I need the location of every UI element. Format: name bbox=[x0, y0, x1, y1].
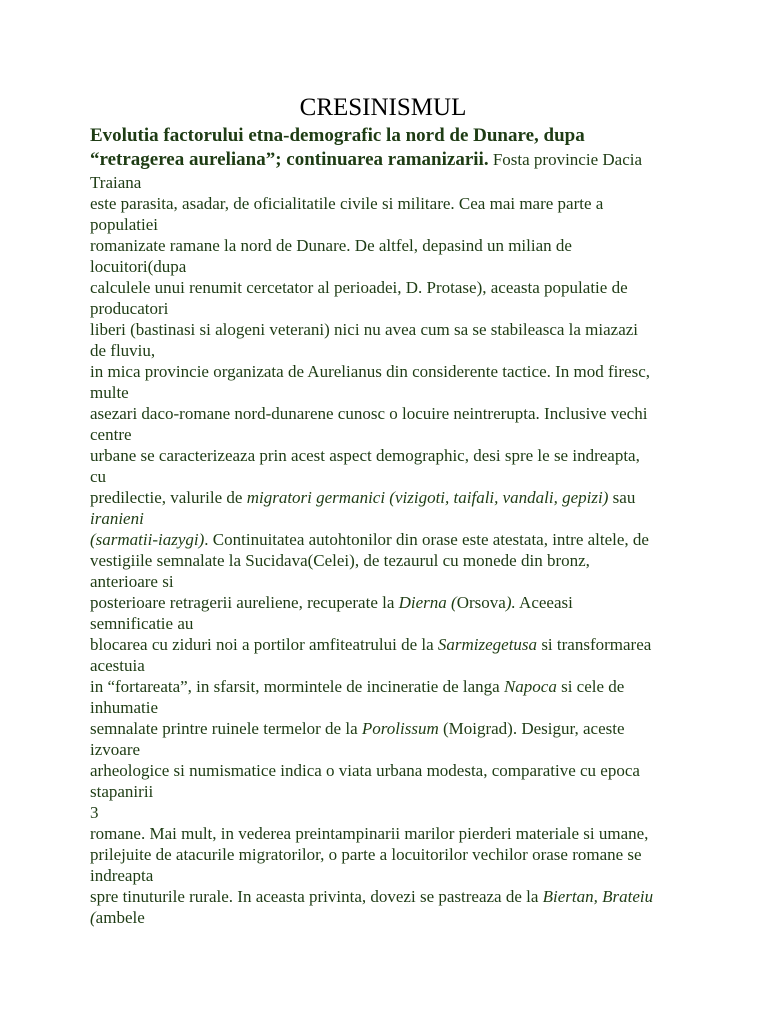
text-line bbox=[90, 550, 676, 571]
text-segment: romanizate ramane la nord de Dunare. De altfel, depasind un milian de bbox=[90, 236, 572, 255]
text-line bbox=[90, 466, 676, 487]
text-line bbox=[90, 403, 676, 424]
text-line bbox=[90, 907, 676, 928]
text-segment: in mica provincie organizata de Aurelianus din considerente tactice. In mod firesc, bbox=[90, 362, 651, 381]
italic-text: migratori germanici (vizigoti, taifali, vandali, gepizi) bbox=[246, 488, 609, 507]
text-segment: in “fortareata”, in sfarsit, mormintele de incineratie de langa bbox=[90, 677, 504, 696]
text-line bbox=[90, 697, 676, 718]
text-line bbox=[90, 571, 676, 592]
text-segment: Aceeasi bbox=[515, 593, 573, 612]
text-segment: stapanirii bbox=[90, 782, 154, 801]
heading-line-2 bbox=[90, 148, 676, 172]
text-segment: anterioare si bbox=[90, 572, 174, 591]
text-segment: spre tinuturile rurale. In aceasta privinta, dovezi se pastreaza de la bbox=[90, 887, 543, 906]
text-line bbox=[90, 172, 676, 193]
text-segment: semnificatie au bbox=[90, 614, 194, 633]
text-segment: si transformarea bbox=[537, 635, 652, 654]
italic-text: ). bbox=[505, 593, 516, 612]
text-line bbox=[90, 487, 676, 508]
text-line bbox=[90, 760, 676, 781]
text-segment: centre bbox=[90, 425, 132, 444]
text-line bbox=[90, 634, 676, 655]
text-segment: liberi (bastinasi si alogeni veterani) nici nu avea cum sa se stabileasca la miazazi bbox=[90, 320, 639, 339]
text-line bbox=[90, 445, 676, 466]
text-line bbox=[90, 214, 676, 235]
text-segment: ambele bbox=[95, 908, 145, 927]
text-line bbox=[90, 739, 676, 760]
text-segment: sau bbox=[608, 488, 636, 507]
text-segment: semnalate printre ruinele termelor de la bbox=[90, 719, 362, 738]
text-line bbox=[90, 298, 676, 319]
heading-rest: Fosta provincie Dacia bbox=[488, 150, 643, 169]
document-title: CRESINISMUL bbox=[299, 94, 467, 121]
text-segment: populatiei bbox=[90, 215, 158, 234]
italic-text: Napoca bbox=[503, 677, 557, 696]
text-line bbox=[90, 592, 676, 613]
text-line bbox=[90, 781, 676, 802]
italic-text: Sarmizegetusa bbox=[437, 635, 538, 654]
text-segment: locuitori(dupa bbox=[90, 257, 187, 276]
text-line bbox=[90, 844, 676, 865]
document-body bbox=[90, 172, 676, 928]
text-segment: multe bbox=[90, 383, 129, 402]
text-line bbox=[90, 382, 676, 403]
text-line bbox=[90, 319, 676, 340]
text-segment: cu bbox=[90, 467, 107, 486]
text-line bbox=[90, 718, 676, 739]
text-segment: posterioare retragerii aureliene, recuperate la bbox=[90, 593, 399, 612]
heading-line-1: Evolutia factorului etna-demografic la nord de Dunare, dupa bbox=[90, 125, 585, 146]
section-heading bbox=[90, 124, 676, 172]
text-segment: este parasita, asadar, de oficialitatile civile si militare. Cea mai mare parte a bbox=[90, 194, 604, 213]
italic-text: (sarmatii-iazygi) bbox=[90, 530, 205, 549]
text-segment: acestuia bbox=[90, 656, 145, 675]
text-line bbox=[90, 865, 676, 886]
italic-text: Dierna ( bbox=[398, 593, 457, 612]
text-line bbox=[90, 655, 676, 676]
document-page bbox=[90, 92, 676, 928]
text-line bbox=[90, 277, 676, 298]
text-line bbox=[90, 613, 676, 634]
text-line bbox=[90, 802, 676, 823]
text-line bbox=[90, 676, 676, 697]
text-segment: si cele de bbox=[556, 677, 625, 696]
text-line bbox=[90, 340, 676, 361]
text-segment: Orsova bbox=[456, 593, 506, 612]
text-segment: calculele unui renumit cercetator al perioadei, D. Protase), aceasta populatie de bbox=[90, 278, 628, 297]
italic-text: ( bbox=[90, 908, 96, 927]
text-segment: producatori bbox=[90, 299, 169, 318]
text-segment: . Continuitatea autohtonilor din orase este atestata, intre altele, de bbox=[204, 530, 649, 549]
text-segment: asezari daco-romane nord-dunarene cunosc o locuire neintrerupta. Inclusive vechi bbox=[90, 404, 648, 423]
italic-text: iranieni bbox=[90, 509, 144, 528]
text-segment: vestigiile semnalate la Sucidava(Celei), de tezaurul cu monede din bronz, bbox=[90, 551, 590, 570]
text-segment: prilejuite de atacurile migratorilor, o parte a locuitorilor vechilor orase romane se bbox=[90, 845, 642, 864]
text-segment: (Moigrad). Desigur, aceste bbox=[438, 719, 625, 738]
text-segment: inhumatie bbox=[90, 698, 158, 717]
italic-text: Porolissum bbox=[361, 719, 439, 738]
text-line bbox=[90, 529, 676, 550]
text-line bbox=[90, 424, 676, 445]
heading-bold-part: “retragerea aureliana”; continuarea ramanizarii. bbox=[90, 149, 489, 170]
text-line bbox=[90, 256, 676, 277]
text-line bbox=[90, 508, 676, 529]
text-line bbox=[90, 361, 676, 382]
text-segment: blocarea cu ziduri noi a portilor amfiteatrului de la bbox=[90, 635, 438, 654]
text-segment: izvoare bbox=[90, 740, 141, 759]
text-line bbox=[90, 886, 676, 907]
text-segment: predilectie, valurile de bbox=[90, 488, 247, 507]
text-segment: romane. Mai mult, in vederea preintampinarii marilor pierderi materiale si umane, bbox=[90, 824, 649, 843]
text-segment: urbane se caracterizeaza prin acest aspect demographic, desi spre le se indreapta, bbox=[90, 446, 640, 465]
text-line bbox=[90, 193, 676, 214]
text-segment: 3 bbox=[90, 803, 99, 822]
text-segment: indreapta bbox=[90, 866, 154, 885]
text-segment: arheologice si numismatice indica o viata urbana modesta, comparative cu epoca bbox=[90, 761, 640, 780]
text-line bbox=[90, 823, 676, 844]
text-segment: de fluviu, bbox=[90, 341, 156, 360]
text-line bbox=[90, 235, 676, 256]
italic-text: Biertan, Brateiu bbox=[542, 887, 654, 906]
text-segment: Traiana bbox=[90, 173, 142, 192]
